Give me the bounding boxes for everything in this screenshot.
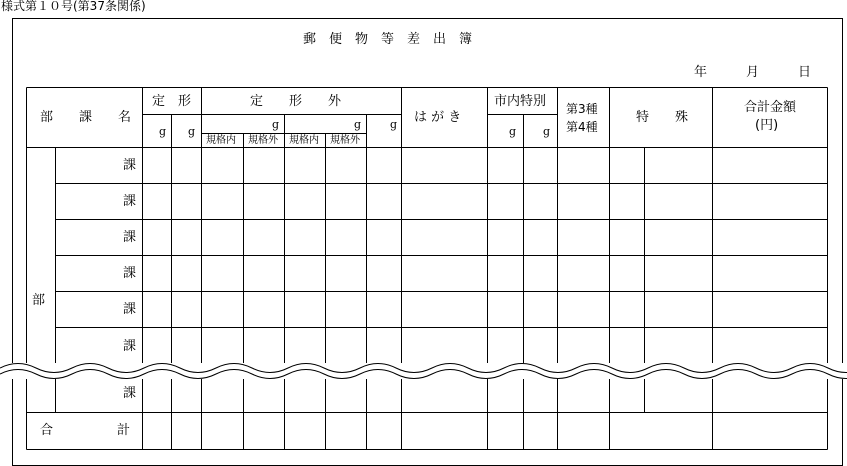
ka-label: 課	[123, 302, 137, 317]
total-amount-unit: (円)	[755, 118, 779, 133]
bu-label: 部	[32, 293, 46, 308]
teikei-g-1: g	[159, 125, 167, 138]
total-row-label-b: 計	[117, 423, 131, 438]
date-day-label: 日	[798, 65, 812, 80]
form-title: 郵 便 物 等 差 出 簿	[303, 32, 473, 47]
teikeigai-header: 定 形 外	[250, 94, 342, 109]
date-month-label: 月	[746, 65, 760, 80]
kikakunai-1: 規格内	[206, 135, 236, 146]
kikakunai-2: 規格内	[289, 135, 319, 146]
teikeigai-g-2: g	[354, 118, 362, 131]
total-row-label-a: 合	[40, 423, 54, 438]
shinai-g-1: g	[509, 125, 517, 138]
dai3-header: 第3種	[566, 102, 598, 116]
teikei-g-2: g	[188, 125, 196, 138]
teikei-header: 定 形	[152, 94, 192, 109]
dai4-header: 第4種	[566, 120, 598, 134]
teikeigai-g-1: g	[272, 118, 280, 131]
form-number: 様式第１０号(第37条関係)	[1, 0, 146, 13]
ka-label: 課	[123, 158, 137, 173]
kikakugai-2: 規格外	[330, 135, 360, 146]
ka-label: 課	[123, 230, 137, 245]
ka-label: 課	[123, 194, 137, 209]
hagaki-header: は が き	[414, 110, 462, 125]
teikeigai-g-3: g	[390, 118, 398, 131]
shinai-header: 市内特別	[494, 94, 547, 109]
shinai-g-2: g	[543, 125, 551, 138]
dept-header: 部 課 名	[40, 110, 132, 125]
kikakugai-1: 規格外	[248, 135, 278, 146]
ka-label: 課	[123, 386, 137, 401]
date-year-label: 年	[694, 65, 708, 80]
ka-label: 課	[123, 339, 137, 354]
tokushu-header: 特 殊	[636, 110, 689, 125]
total-amount-header: 合計金額	[744, 100, 797, 115]
ka-label: 課	[123, 266, 137, 281]
